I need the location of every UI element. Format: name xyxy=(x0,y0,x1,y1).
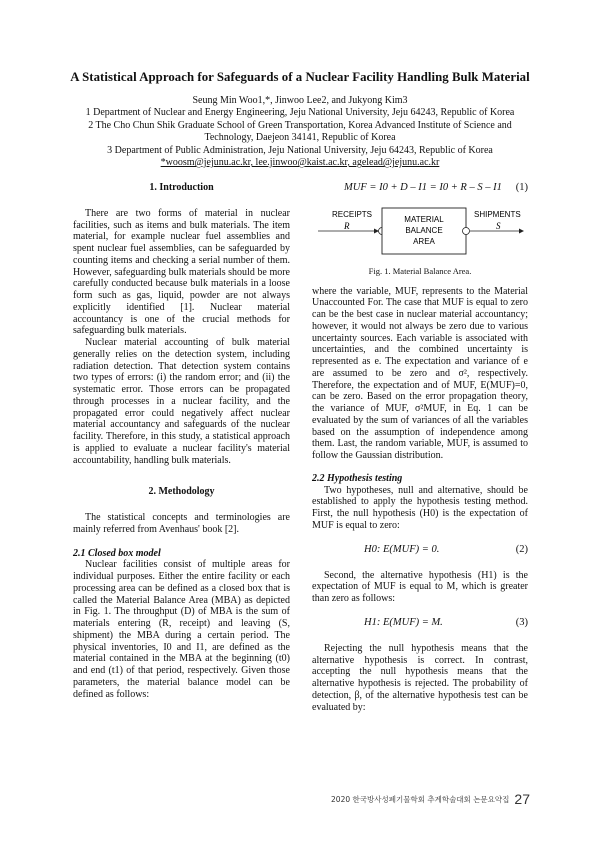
equation-3-body: H1: E(MUF) = M. xyxy=(364,616,443,628)
right-column xyxy=(312,178,528,713)
subsection-hypothesis-testing-heading: 2.2 Hypothesis testing xyxy=(312,472,403,484)
section-introduction-heading: 1. Introduction xyxy=(149,182,214,193)
left-column xyxy=(73,178,290,700)
closed-box-paragraph: Nuclear facilities consist of multiple areas for individual purposes. Either the entire facility or each processing area can be defined as a closed box that is called the Material Balance Area (MBA) as depicted in Fig. 1. The throughput (D) of MBA is the sum of materials entering (R, receipt) and leaving (S, shipment) the MBA during a certain period. The physical inventories, I0 and I1, are defined as the material contained in the MBA at the beginning (t0) and end (t1) of that period, respectively. Given those parameters, the material balance model can be defined as follows: xyxy=(73,559,290,700)
equation-1 xyxy=(312,182,528,196)
footer-proceedings-title: 2020 한국방사성폐기물학회 추계학술대회 논문요약집 xyxy=(331,795,510,804)
equation-1-body: MUF = I0 + D – I1 = I0 + R – S – I1 xyxy=(344,182,502,193)
shipments-node xyxy=(463,228,470,235)
equation-2 xyxy=(312,544,528,558)
shipments-arrowhead xyxy=(519,229,524,234)
intro-paragraph-2: Nuclear material accounting of bulk material generally relies on the detection system, including radiation detection. That detection system contains two types of errors: (i) the random error; and (ii) the systematic error. Those errors can be propagated through processes in a nuclear facility, and the propagated error could negatively affect nuclear material accountancy and safeguards of the nuclear facility. Therefore, in this study, a statistical approach is applied to evaluate a nuclear facility's material accountability, handling bulk materials. xyxy=(73,337,290,466)
hypothesis-paragraph-1: Two hypotheses, null and alternative, should be established to apply the hypothesis testing method. First, the null hypothesis (H0) is the expectation of MUF is equal to zero: xyxy=(312,484,528,531)
receipts-symbol: R xyxy=(344,221,350,231)
mba-label-line1: MATERIAL xyxy=(404,215,444,224)
paper-title: A Statistical Approach for Safeguards of a Nuclear Facility Handling Bulk Material xyxy=(70,70,530,84)
material-balance-area-figure xyxy=(312,200,528,262)
subsection-closed-box-heading: 2.1 Closed box model xyxy=(73,547,161,559)
equation-1-number: (1) xyxy=(515,182,528,193)
mba-label-line3: AREA xyxy=(413,237,435,246)
equation-3-number: (3) xyxy=(515,616,528,628)
muf-explanation-paragraph: where the variable, MUF, represents to the Material Unaccounted For. The case that MUF is equal to zero can be the best case in nuclear material accountancy; however, it would not always be zero due to various uncertainty sources. Each variable is associated with uncertainties, and the combined uncertainty is represented as e. The expectation and variance of e are assumed to be zero and σ², respectively. Therefore, the expectation and of MUF, E(MUF)=0, can be zero. Based on the error propagation theory, the variance of MUF, σ²MUF, in Eq. 1 can be evaluated by the sum of variances of all the variables based on the assumption of independence among them. Last, the random variable, MUF, is assumed to follow the Gaussian distribution. xyxy=(312,285,528,461)
receipts-label: RECEIPTS xyxy=(332,210,373,219)
page-number: 27 xyxy=(514,791,530,807)
shipments-symbol: S xyxy=(496,221,501,231)
section-methodology-heading: 2. Methodology xyxy=(148,486,215,498)
affiliation-2b: Technology, Daejeon 34141, Republic of Korea xyxy=(204,132,396,144)
authors-line: Seung Min Woo1,*, Jinwoo Lee2, and Jukyong Kim3 xyxy=(192,95,408,106)
equation-2-number: (2) xyxy=(515,543,528,555)
page-footer xyxy=(330,791,530,807)
affiliation-1: 1 Department of Nuclear and Energy Engineering, Jeju National University, Jeju 64243, Republic of Korea xyxy=(85,107,515,119)
figure-1-caption: Fig. 1. Material Balance Area. xyxy=(368,265,472,276)
email-links[interactable]: *woosm@jejunu.ac.kr, lee.jinwoo@kaist.ac.kr, agelead@jejunu.ac.kr xyxy=(160,157,440,169)
author-block xyxy=(60,95,540,169)
equation-2-body: H0: E(MUF) = 0. xyxy=(364,543,440,555)
intro-paragraph-1: There are two forms of material in nuclear facilities, such as items and bulk materials. The item material, for example nuclear fuel assemblies and spent nuclear fuel assemblies, can be safeguarded by counting items and checking a serial number of them. However, safeguarding bulk materials should be more carefully conducted because bulk materials in a loose form such as gas, liquid, powder are not always explicitly identified [1]. Nuclear material accountancy is one of the crucial methods for safeguarding bulk materials. xyxy=(73,207,290,337)
affiliation-3: 3 Department of Public Administration, Jeju National University, Jeju 64243, Republic of Korea xyxy=(107,144,493,156)
shipments-label: SHIPMENTS xyxy=(474,210,521,219)
hypothesis-paragraph-3: Rejecting the null hypothesis means that the alternative hypothesis is correct. In contrast, accepting the null hypothesis means that the alternative hypothesis is rejected. The probability of detection, β, of the alternative hypothesis test can be evaluated by: xyxy=(312,642,528,713)
hypothesis-paragraph-2: Second, the alternative hypothesis (H1) is the expectation of MUF is equal to M, which is greater than zero as follows: xyxy=(312,569,528,604)
methodology-paragraph-1: The statistical concepts and terminologies are mainly referred from Avenhaus' book [2]. xyxy=(73,512,290,535)
affiliation-2a: 2 The Cho Chun Shik Graduate School of Green Transportation, Korea Advanced Institute of Science and xyxy=(88,119,512,131)
equation-3 xyxy=(312,617,528,631)
mba-label-line2: BALANCE xyxy=(405,226,443,235)
